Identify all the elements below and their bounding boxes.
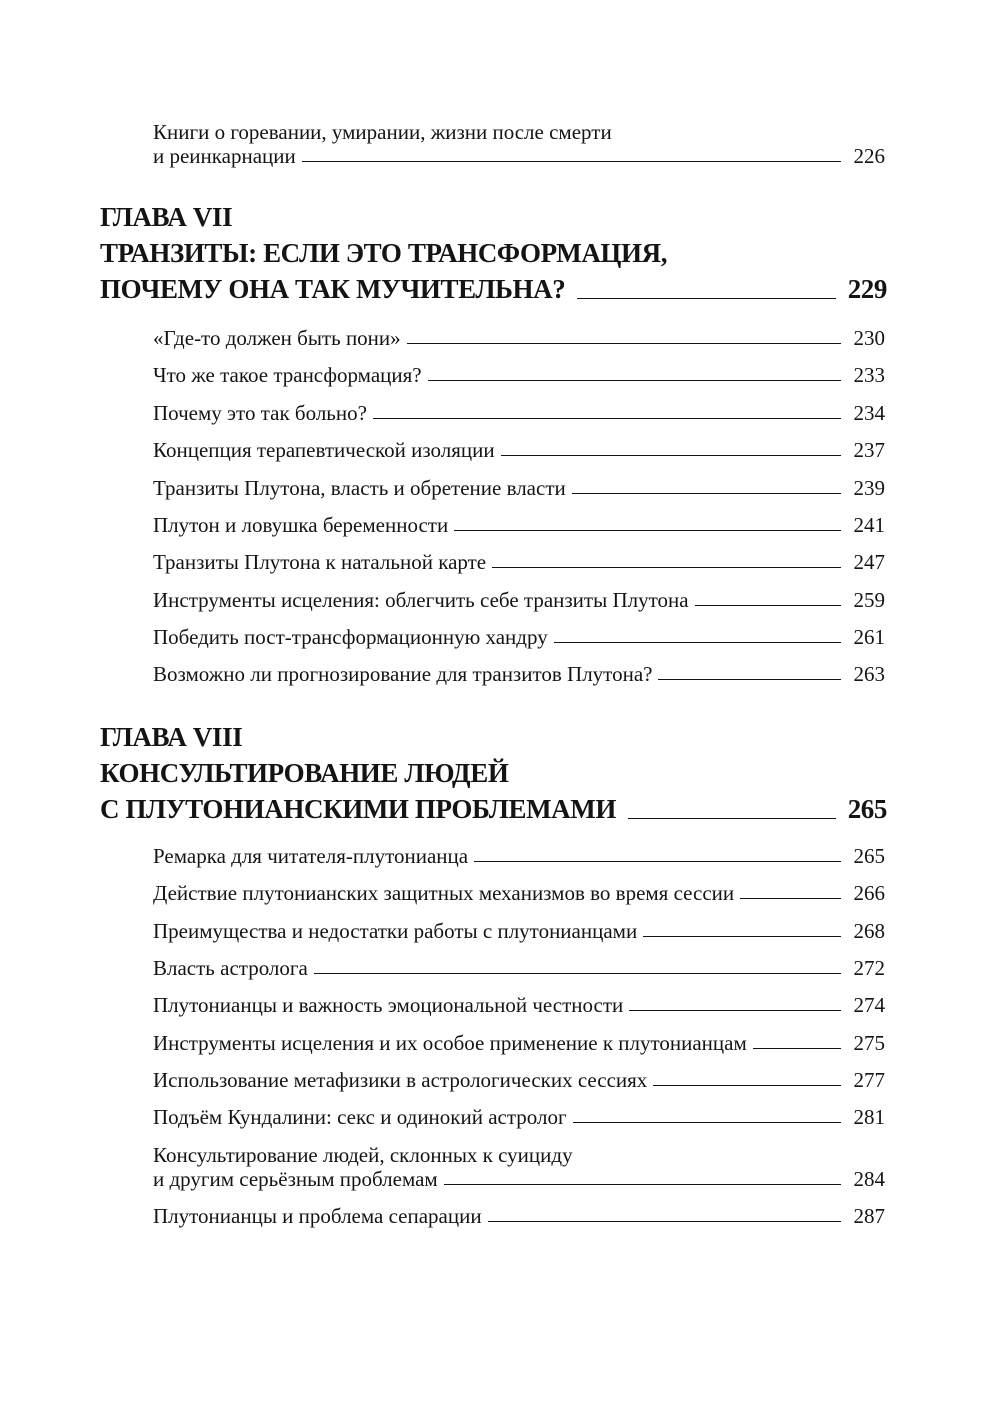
entry-page-number: 265 <box>853 844 885 868</box>
dot-leader <box>492 567 841 568</box>
dot-leader <box>740 898 841 899</box>
entry-title: Транзиты Плутона к натальной карте <box>153 550 487 574</box>
toc-entry[interactable] <box>153 120 885 168</box>
entry-title: Что же такое трансформация? <box>153 363 422 387</box>
entry-page-number: 287 <box>853 1204 885 1228</box>
toc-entry[interactable] <box>153 401 885 425</box>
toc-entry[interactable] <box>153 326 885 350</box>
entry-title: Инструменты исцеления: облегчить себе транзиты Плутона <box>153 588 689 612</box>
dot-leader <box>629 1010 841 1011</box>
toc-entry[interactable] <box>153 1068 885 1092</box>
entry-title: Преимущества и недостатки работы с плутонианцами <box>153 919 638 943</box>
entry-title: Победить пост-трансформационную хандру <box>153 625 548 649</box>
entry-title: Плутонианцы и проблема сепарации <box>153 1204 482 1228</box>
dot-leader <box>554 642 841 643</box>
entry-page-number: 263 <box>853 662 885 686</box>
entry-page-number: 241 <box>853 513 885 537</box>
toc-entry[interactable] <box>153 363 885 387</box>
entry-title: Плутон и ловушка беременности <box>153 513 449 537</box>
chapter-title-line-1: ТРАНЗИТЫ: ЕСЛИ ЭТО ТРАНСФОРМАЦИЯ, <box>100 238 668 268</box>
entry-title: Действие плутонианских защитных механизмов во время сессии <box>153 881 735 905</box>
entry-title: Подъём Кундалини: секс и одинокий астролог <box>153 1105 567 1129</box>
entry-page-number: 266 <box>853 881 885 905</box>
chapter-title-line-1: КОНСУЛЬТИРОВАНИЕ ЛЮДЕЙ <box>100 758 509 788</box>
toc-entry[interactable] <box>153 513 885 537</box>
chapter-page-number: 229 <box>847 274 887 304</box>
dot-leader <box>474 861 841 862</box>
entry-page-number: 268 <box>853 919 885 943</box>
chapter-heading[interactable] <box>100 719 887 827</box>
entry-page-number: 226 <box>853 144 885 168</box>
dot-leader <box>302 161 841 162</box>
chapter-title-line-2: С ПЛУТОНИАНСКИМИ ПРОБЛЕМАМИ <box>100 794 616 824</box>
entry-title: Транзиты Плутона, власть и обретение власти <box>153 476 566 500</box>
dot-leader <box>454 530 841 531</box>
toc-entry[interactable] <box>153 881 885 905</box>
toc-entry[interactable] <box>153 844 885 868</box>
toc-entry[interactable] <box>153 1143 885 1191</box>
dot-leader <box>428 380 841 381</box>
toc-entry[interactable] <box>153 438 885 462</box>
dot-leader <box>577 298 835 299</box>
toc-entry[interactable] <box>153 476 885 500</box>
entry-title: Власть астролога <box>153 956 308 980</box>
dot-leader <box>488 1221 841 1222</box>
entry-title: Почему это так больно? <box>153 401 367 425</box>
toc-entry[interactable] <box>153 588 885 612</box>
toc-entry[interactable] <box>153 993 885 1017</box>
entry-title-line-2: и реинкарнации <box>153 144 296 168</box>
chapter-label: ГЛАВА VII <box>100 202 233 232</box>
dot-leader <box>653 1085 841 1086</box>
entry-title: Использование метафизики в астрологических сессиях <box>153 1068 648 1092</box>
chapter-page-number: 265 <box>847 794 887 824</box>
dot-leader <box>444 1184 841 1185</box>
toc-entry[interactable] <box>153 1204 885 1228</box>
entry-page-number: 230 <box>853 326 885 350</box>
entry-page-number: 284 <box>853 1167 885 1191</box>
chapter-label: ГЛАВА VIII <box>100 722 243 752</box>
entry-title-line-2: и другим серьёзным проблемам <box>153 1167 438 1191</box>
entry-title-line-1: Консультирование людей, склонных к суициду <box>153 1143 573 1167</box>
dot-leader <box>573 1122 841 1123</box>
dot-leader <box>658 679 841 680</box>
toc-entry[interactable] <box>153 550 885 574</box>
dot-leader <box>572 493 841 494</box>
dot-leader <box>643 936 841 937</box>
entry-page-number: 234 <box>853 401 885 425</box>
entry-page-number: 247 <box>853 550 885 574</box>
toc-entry[interactable] <box>153 662 885 686</box>
toc-entry[interactable] <box>153 1105 885 1129</box>
entry-page-number: 261 <box>853 625 885 649</box>
entry-title: Плутонианцы и важность эмоциональной честности <box>153 993 624 1017</box>
entry-page-number: 233 <box>853 363 885 387</box>
toc-entry[interactable] <box>153 625 885 649</box>
toc-entry[interactable] <box>153 919 885 943</box>
toc-entry[interactable] <box>153 1031 885 1055</box>
dot-leader <box>753 1048 841 1049</box>
chapter-heading[interactable] <box>100 199 887 307</box>
chapter-title-line-2: ПОЧЕМУ ОНА ТАК МУЧИТЕЛЬНА? <box>100 274 566 304</box>
entry-title-line-1: Книги о горевании, умирании, жизни после смерти <box>153 120 612 144</box>
entry-page-number: 272 <box>853 956 885 980</box>
dot-leader <box>628 818 836 819</box>
dot-leader <box>314 973 841 974</box>
entry-page-number: 277 <box>853 1068 885 1092</box>
dot-leader <box>695 605 841 606</box>
toc-entry[interactable] <box>153 956 885 980</box>
entry-page-number: 237 <box>853 438 885 462</box>
entry-title: «Где-то должен быть пони» <box>153 326 401 350</box>
entry-page-number: 239 <box>853 476 885 500</box>
entry-title: Концепция терапевтической изоляции <box>153 438 495 462</box>
dot-leader <box>407 343 841 344</box>
entry-page-number: 275 <box>853 1031 885 1055</box>
entry-page-number: 274 <box>853 993 885 1017</box>
entry-page-number: 281 <box>853 1105 885 1129</box>
entry-title: Возможно ли прогнозирование для транзитов Плутона? <box>153 662 653 686</box>
entry-page-number: 259 <box>853 588 885 612</box>
entry-title: Инструменты исцеления и их особое применение к плутонианцам <box>153 1031 747 1055</box>
dot-leader <box>501 455 841 456</box>
dot-leader <box>373 418 841 419</box>
entry-title: Ремарка для читателя-плутонианца <box>153 844 469 868</box>
